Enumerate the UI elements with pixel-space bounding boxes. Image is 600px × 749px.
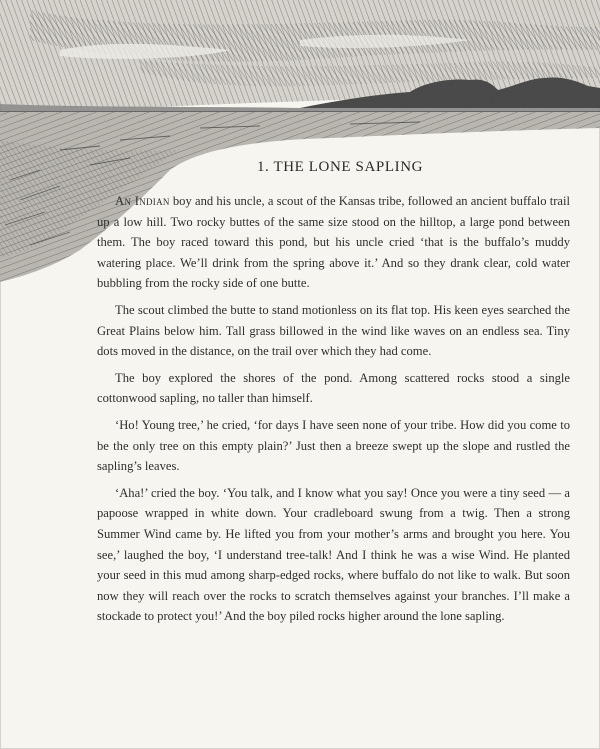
- paragraph-text: boy and his uncle, a scout of the Kansas tribe, followed an ancient buffalo trail up a low hill. Two rocky buttes of the same size stood on the hilltop, a large pond between them. The boy raced toward this pond, but his uncle cried ‘that is the buffalo’s muddy watering place. We’ll drink from the spring above it.’ And so they drank clear, cold water bubbling from the rocky side of one butte.: [97, 194, 570, 291]
- chapter-text: [97, 191, 570, 633]
- paragraph: The boy explored the shores of the pond. Among scattered rocks stood a single cottonwood sapling, no taller than himself.: [97, 370, 570, 406]
- paragraph: ‘Ho! Young tree,’ he cried, ‘for days I have seen none of your tribe. How did you come to be the only tree on this empty plain?’ Just then a breeze swept up the slope and rustled the sapling’s leaves.: [97, 417, 570, 474]
- paragraph-lead-smallcaps: An Indian: [115, 194, 170, 208]
- chapter-title: 1. THE LONE SAPLING: [256, 159, 424, 175]
- paragraph: The scout climbed the butte to stand motionless on its flat top. His keen eyes searched the Great Plains below him. Tall grass billowed in the wind like waves on an endless sea. Tiny dots moved in the distance, on the trail over which they had come.: [97, 302, 570, 359]
- paragraph: [97, 191, 570, 294]
- paragraph: ‘Aha!’ cried the boy. ‘You talk, and I know what you say! Once you were a tiny seed — a papoose wrapped in white down. Your cradleboard swung from a twig. Then a strong Summer Wind came by. He lifted you from your mother’s arms and brought you here. You see,’ laughed the boy, ‘I understand tree-talk! And I think he was a wise Wind. He planted your seed in this mud among sharp-edged rocks, where buffalo do not like to walk. But soon now they will reach over the rocks to scratch themselves against your branches. I’ll make a stockade to protect you!’ And the boy piled rocks higher around the lone sapling.: [97, 485, 570, 624]
